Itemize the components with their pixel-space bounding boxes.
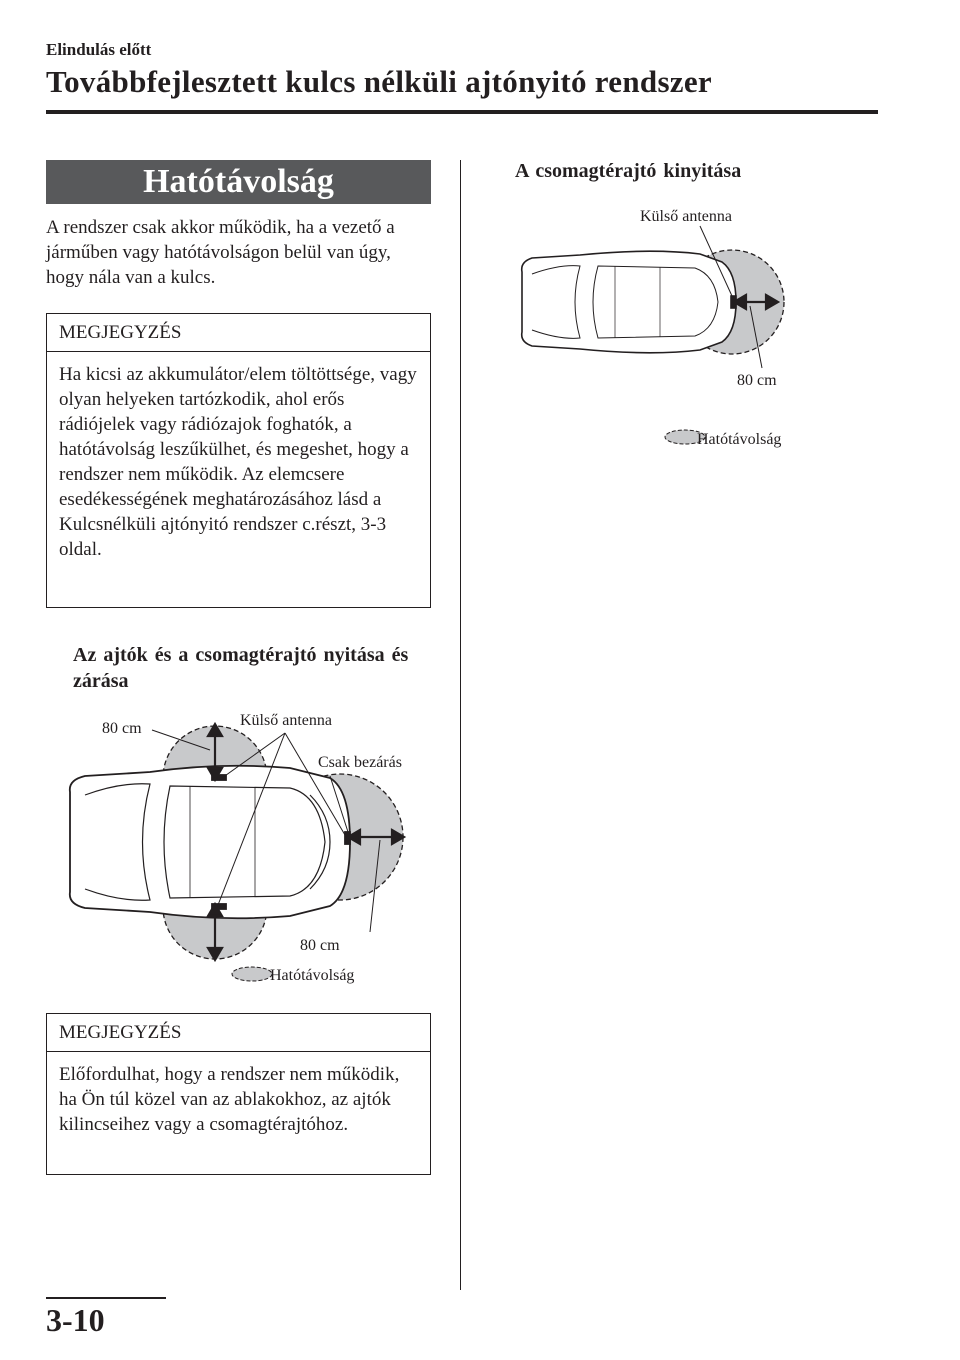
subsection-title-doors: Az ajtók és a csomagtérajtó nyitása és zárása	[73, 644, 409, 692]
chapter-title: Elindulás előtt	[46, 40, 152, 59]
column-divider	[460, 160, 461, 1290]
title-divider	[46, 110, 878, 114]
note-box-2	[46, 1013, 431, 1175]
car-top-view-1	[70, 766, 350, 919]
figure-liftgate-range	[510, 200, 810, 460]
page-number: 3-10	[46, 1302, 105, 1338]
legend-swatch	[232, 967, 272, 981]
page-title: Továbbfejlesztett kulcs nélküli ajtónyitó rendszer	[46, 64, 712, 99]
label-80cm-top: 80 cm	[102, 720, 142, 737]
note-body: Ha kicsi az akkumulátor/elem töltöttsége, vagy olyan helyeken tartózkodik, ahol erős rádiójelek vagy rádiózajok foghatók, a hatótávolság leszűkülhet, és megeshet, hogy a rendszer nem működik. Az elemcsere esedékességének meghatározásához lásd a Kulcsnélküli ajtónyitó rendszer c.részt, 3-3 oldal.	[59, 364, 417, 560]
note-heading: MEGJEGYZÉS	[47, 1014, 430, 1052]
footer-divider	[46, 1297, 166, 1299]
note-body: Előfordulhat, hogy a rendszer nem működik, ha Ön túl közel van az ablakokhoz, az ajtók kilincseihez vagy a csomagtérajtóhoz.	[59, 1064, 400, 1135]
legend-label-2: Hatótávolság	[697, 431, 782, 448]
legend-label: Hatótávolság	[270, 967, 355, 984]
figure-door-range	[40, 700, 440, 1000]
label-lock-only: Csak bezárás	[318, 754, 402, 771]
label-80cm-bottom: 80 cm	[300, 937, 340, 954]
intro-paragraph: A rendszer csak akkor működik, ha a vezető a járműben vagy hatótávolságon belül van úgy, hogy nála van a kulcs.	[46, 217, 395, 288]
subsection-title-liftgate: A csomagtérajtó kinyitása	[515, 160, 742, 182]
label-external-antenna: Külső antenna	[240, 712, 332, 729]
note-box-1	[46, 313, 431, 608]
note-heading: MEGJEGYZÉS	[47, 314, 430, 352]
car-top-view-2	[522, 251, 736, 353]
section-banner: Hatótávolság	[46, 160, 431, 204]
label-external-antenna-2: Külső antenna	[640, 208, 732, 225]
label-80cm: 80 cm	[737, 372, 777, 389]
